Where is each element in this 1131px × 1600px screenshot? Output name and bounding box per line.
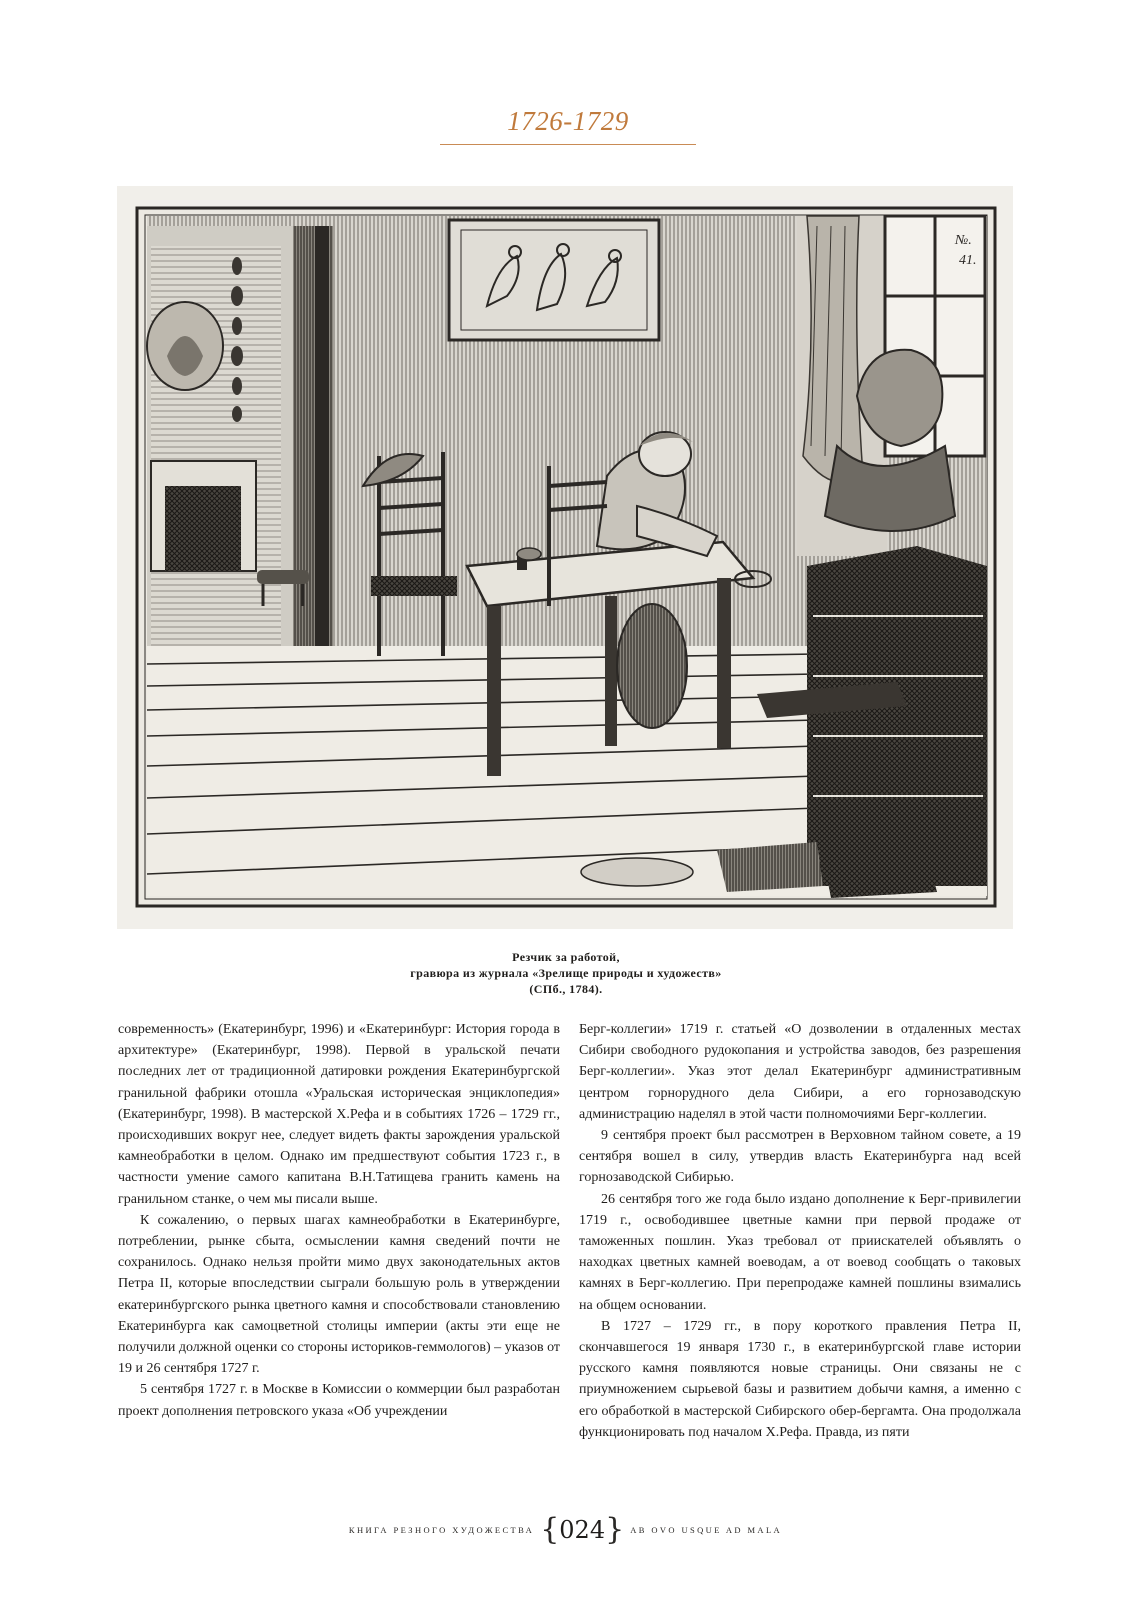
right-brace-icon: }: [605, 1512, 625, 1547]
text-column-left: [118, 1019, 560, 1422]
page-number-value: 024: [559, 1516, 606, 1544]
header-divider: [440, 144, 696, 145]
paragraph: 26 сентября того же года было издано дополнение к Берг-привилегии 1719 г., освободившее цветные камни при первой продаже от таможенных пошлин. Указ требовал от прииcкателей объявлять о находках цветных камней воеводам, а от воевод сообщать о таковых камнях в Берг-коллегию. При перепродаже камней пошлины взимались на общем основании.: [579, 1191, 1021, 1313]
paragraph: К сожалению, о первых шагах камнеобработки в Екатеринбурге, потреблении, рынке сбыта, осмыслении камня сведений почти не сохранилось. Однако нельзя пройти мимо двух законодательных актов Петра II, которые впоследствии сыграли большую роль в утверждении екатеринбургского рынка цветного камня и способствовали становлению Екатеринбурга как самоцветной столицы империи (акты эти еще не получили должной оценки со стороны историков-геммологов) – указов от 19 и 26 сентября 1727 г.: [118, 1212, 560, 1377]
paragraph: современность» (Екатеринбург, 1996) и «Екатеринбург: История города в архитектуре» (Екатеринбург, 1998). Первой в уральской печати последних лет от традиционной датировки рождения Екатеринбургской гранильной фабрики отошла «Уральская историческая энциклопедия» (Екатеринбург, 1998). В мастерской Х.Рефа и в событиях 1726 – 1729 гг., происходивших вокруг нее, следует видеть факты зарождения уральской камнеобработки в целом. Однако им предшествуют события 1723 г., в частности умение самого капитана В.Н.Татищева гранить камень на гранильном станке, о чем мы писали выше.: [118, 1022, 560, 1207]
caption-line: (СПб., 1784).: [529, 982, 603, 996]
caption-line: гравюра из журнала «Зрелище природы и художеств»: [410, 966, 722, 980]
page-number: [540, 1512, 625, 1547]
caption-line: Резчик за работой,: [512, 950, 620, 964]
left-brace-icon: {: [540, 1512, 560, 1547]
book-title: КНИГА РЕЗНОГО ХУДОЖЕСТВА: [348, 1525, 535, 1535]
figure-caption: [300, 949, 832, 997]
page-footer: [200, 1512, 931, 1548]
book-motto: AB OVO USQUE AD MALA: [630, 1525, 783, 1535]
paragraph: 9 сентября проект был рассмотрен в Верховном тайном совете, а 19 сентября вошел в силу, утвердив власть Екатеринбурга над всей горнозаводской Сибирью.: [579, 1128, 1021, 1186]
paragraph: В 1727 – 1729 гг., в пору короткого правления Петра II, скончавшегося 19 января 1730 г., в екатеринбургской главе истории русского камня появляются новые страницы. Они связаны не с приумножением сырьевой базы и развитием добычи камня, а именно с его обработкой в мастерской Сибирского обер-бергамта. Она продолжала функционировать под началом Х.Рефа. Правда, из пяти: [579, 1318, 1021, 1440]
paragraph: 5 сентября 1727 г. в Москве в Комиссии о коммерции был разработан проект дополнения петровского указа «Об учреждении: [118, 1382, 560, 1419]
paragraph: Берг-коллегии» 1719 г. статьей «О дозволении в отдаленных местах Сибири свободного рудокопания и устройства заводов, без разрешения Берг-коллегии». Указ этот делал Екатеринбург административным центром горнорудного дела Сибири, а его горнозаводскую администрацию наделял в этой части полномочиями Берг-коллегии.: [579, 1022, 1021, 1122]
engraving-illustration: [117, 186, 1013, 929]
engraving-corner-number: 41.: [959, 253, 977, 268]
page-title: 1726-1729: [507, 106, 629, 136]
engraving-corner-mark: №.: [955, 233, 972, 248]
text-column-right: [579, 1019, 1021, 1443]
